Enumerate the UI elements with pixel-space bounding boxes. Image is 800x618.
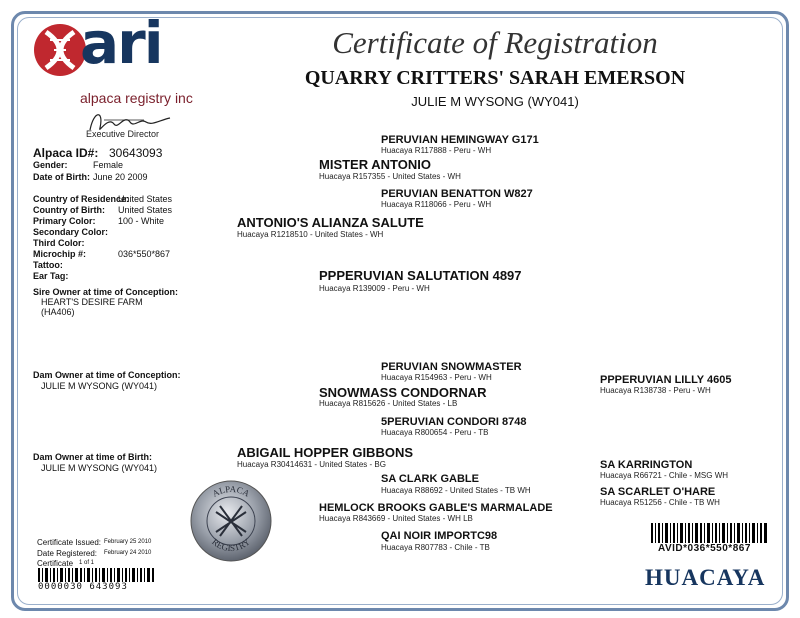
pedigree-dam-dam-detail: Huacaya R843669 - United States - WH LB (319, 514, 473, 523)
owner-name: JULIE M WYSONG (WY041) (411, 94, 579, 109)
pedigree-dds-name: SA CLARK GABLE (381, 473, 479, 485)
seal-bottom-text: REGISTRY (210, 536, 252, 554)
pedigree-ext3-name: SA SCARLET O'HARE (600, 486, 716, 498)
birth-country-value: United States (118, 205, 173, 215)
sire-owner-code: (HA406) (41, 307, 75, 317)
microchip-value: 036*550*867 (118, 249, 171, 259)
pedigree-dam-name: ABIGAIL HOPPER GIBBONS (237, 445, 414, 460)
pedigree-dds-detail: Huacaya R88692 - United States - TB WH (381, 486, 531, 495)
pedigree-dam-sire-name: SNOWMASS CONDORNAR (319, 385, 487, 400)
pedigree-sire-sire-detail: Huacaya R157355 - United States - WH (319, 172, 461, 181)
dob-value: June 20 2009 (93, 172, 148, 182)
certificate-title: Certificate of Registration (332, 25, 658, 60)
registered-value: February 24 2010 (104, 550, 152, 556)
pedigree-sss-detail: Huacaya R117888 - Peru - WH (381, 146, 492, 155)
seal-top-text: ALPACA (210, 483, 252, 499)
dob-label: Date of Birth: (33, 172, 90, 182)
pedigree-ddd-detail: Huacaya R807783 - Chile - TB (381, 543, 490, 552)
primary-color-label: Primary Color: (33, 216, 96, 226)
sire-owner-value: HEART'S DESIRE FARM (41, 297, 143, 307)
pedigree-ssd-name: PERUVIAN BENATTON W827 (381, 188, 533, 200)
certificate-count-value: 1 of 1 (79, 560, 95, 566)
pedigree-dam-sire-detail: Huacaya R815626 - United States - LB (319, 399, 458, 408)
residence-value: United States (118, 194, 173, 204)
certificate-barcode-image (38, 568, 156, 582)
signature-caption: Executive Director (86, 129, 160, 139)
pedigree-sire-sire-name: MISTER ANTONIO (319, 157, 431, 172)
dam-conception-owner-label: Dam Owner at time of Conception: (33, 370, 181, 380)
ear-tag-label: Ear Tag: (33, 271, 69, 281)
pedigree-ext2-name: SA KARRINGTON (600, 459, 693, 471)
pedigree-dam-detail: Huacaya R30414631 - United States - BG (237, 460, 386, 469)
sire-owner-label: Sire Owner at time of Conception: (33, 287, 179, 297)
pedigree-ext1-detail: Huacaya R138738 - Peru - WH (600, 386, 711, 395)
pedigree-ext1-name: PPPERUVIAN LILLY 4605 (600, 374, 732, 386)
secondary-color-label: Secondary Color: (33, 227, 109, 237)
issued-value: February 25 2010 (104, 539, 152, 545)
breed-stamp: HUACAYA (645, 565, 766, 590)
pedigree-ext2-detail: Huacaya R66721 - Chile - MSG WH (600, 471, 729, 480)
avid-barcode-image (651, 523, 769, 543)
alpaca-id-value: 30643093 (109, 146, 163, 160)
certificate-count-label: Certificate (37, 559, 74, 568)
pedigree-dam-dam-name: HEMLOCK BROOKS GABLE'S MARMALADE (319, 502, 553, 514)
third-color-label: Third Color: (33, 238, 85, 248)
logo-wordmark: ari (80, 9, 162, 77)
gender-label: Gender: (33, 160, 68, 170)
alpaca-id-label: Alpaca ID#: (33, 146, 99, 160)
pedigree-dss-detail: Huacaya R154963 - Peru - WH (381, 373, 492, 382)
avid-microchip-text: AVID*036*550*867 (658, 543, 751, 554)
primary-color-value: 100 - White (118, 216, 165, 226)
dam-conception-owner-value: JULIE M WYSONG (WY041) (41, 381, 158, 391)
issued-label: Certificate Issued: (37, 538, 102, 547)
microchip-label: Microchip #: (33, 249, 87, 259)
pedigree-dss-name: PERUVIAN SNOWMASTER (381, 361, 522, 373)
pedigree-sire-detail: Huacaya R1218510 - United States - WH (237, 230, 384, 239)
residence-label: Country of Residence: (33, 194, 130, 204)
birth-country-label: Country of Birth: (33, 205, 105, 215)
pedigree-ssd-detail: Huacaya R118066 - Peru - WH (381, 200, 492, 209)
pedigree-sire-dam-detail: Huacaya R139009 - Peru - WH (319, 284, 430, 293)
pedigree-sire-dam-name: PPPERUVIAN SALUTATION 4897 (319, 268, 522, 283)
logo-subtitle: alpaca registry inc (80, 90, 193, 106)
pedigree-ddd-name: QAI NOIR IMPORTC98 (381, 530, 498, 542)
pedigree-sss-name: PERUVIAN HEMINGWAY G171 (381, 134, 539, 146)
pedigree-dsd-name: 5PERUVIAN CONDORI 8748 (381, 416, 527, 428)
gender-value: Female (93, 160, 124, 170)
pedigree-sire-name: ANTONIO'S ALIANZA SALUTE (237, 215, 424, 230)
tattoo-label: Tattoo: (33, 260, 63, 270)
dam-birth-owner-label: Dam Owner at time of Birth: (33, 452, 153, 462)
dam-birth-owner-value: JULIE M WYSONG (WY041) (41, 463, 158, 473)
pedigree-dsd-detail: Huacaya R800654 - Peru - TB (381, 428, 489, 437)
registered-label: Date Registered: (37, 549, 98, 558)
certificate-barcode-number: 0000030 643093 (38, 582, 128, 592)
animal-name: QUARRY CRITTERS' SARAH EMERSON (304, 67, 686, 89)
pedigree-ext3-detail: Huacaya R51256 - Chile - TB WH (600, 498, 720, 507)
alpaca-registry-seal (190, 480, 272, 562)
